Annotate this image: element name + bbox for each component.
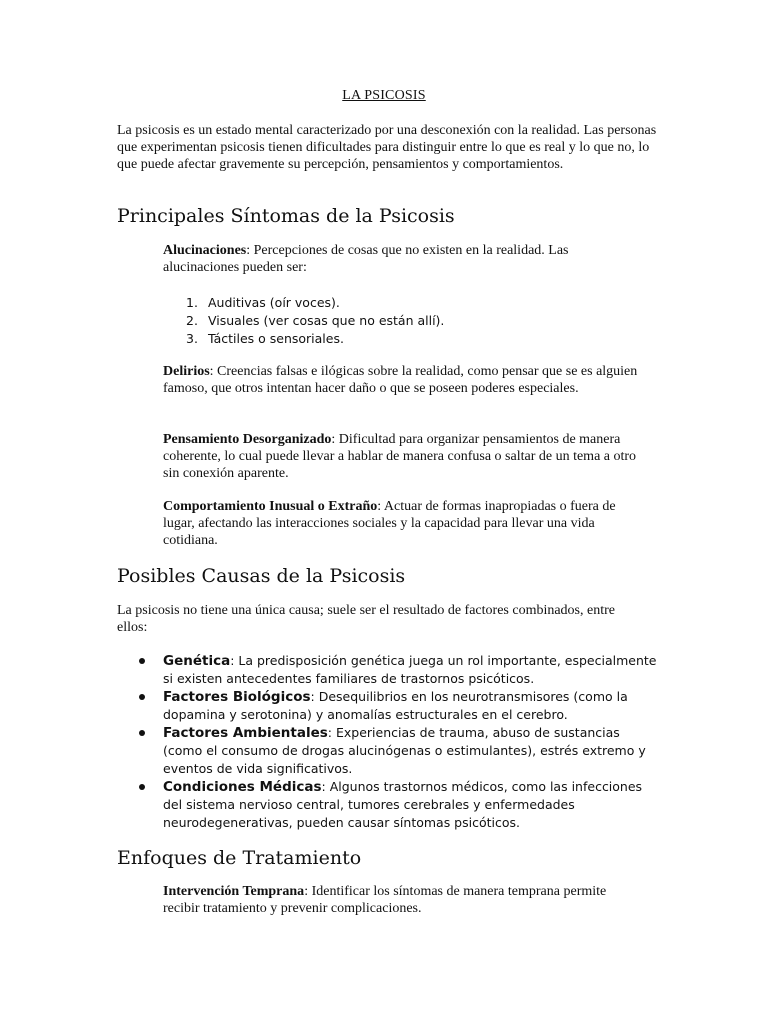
list-number: 2. (186, 313, 198, 328)
bullet-icon (139, 784, 145, 790)
list-item (139, 688, 659, 724)
bullet-icon (139, 694, 145, 700)
disorganized-thinking-paragraph (163, 431, 648, 482)
unusual-behavior-text: : Actuar de formas inapropiadas o fuera de lugar, afectando las interacciones sociales y la capacidad para llevar una vida cotidiana. (163, 499, 616, 548)
list-item (139, 724, 659, 778)
document-title: LA PSICOSIS (342, 88, 426, 103)
cause-term: Factores Ambientales (163, 725, 328, 741)
causes-intro: La psicosis no tiene una única causa; suele ser el resultado de factores combinados, entre ellos: (117, 603, 615, 635)
hallucinations-term: Alucinaciones (163, 243, 247, 258)
causes-list (139, 652, 659, 832)
list-number: 3. (186, 331, 198, 346)
cause-text: : Algunos trastornos médicos, como las infecciones del sistema nervioso central, tumores cerebrales y enfermedades neurodegenerativas, pueden causar síntomas psicóticos. (163, 779, 643, 830)
disorganized-thinking-term: Pensamiento Desorganizado (163, 432, 332, 447)
delusions-paragraph (163, 363, 643, 397)
early-intervention-text: : Identificar los síntomas de manera temprana permite recibir tratamiento y prevenir complicaciones. (163, 884, 607, 916)
causes-heading: Posibles Causas de la Psicosis (117, 565, 406, 587)
cause-term: Genética (163, 653, 231, 669)
unusual-behavior-paragraph (163, 498, 648, 549)
list-item (139, 778, 659, 832)
treatment-heading: Enfoques de Tratamiento (117, 847, 362, 869)
list-item (163, 330, 444, 348)
hallucinations-text: : Percepciones de cosas que no existen en la realidad. Las alucinaciones pueden ser: (163, 243, 569, 275)
list-item (163, 312, 444, 330)
bullet-icon (139, 658, 145, 664)
cause-term: Factores Biológicos (163, 689, 311, 705)
list-item (139, 652, 659, 688)
cause-text: : Experiencias de trauma, abuso de sustancias (como el consumo de drogas alucinógenas o estimulantes), estrés extremo y eventos de vida significativos. (163, 725, 646, 776)
hallucination-types-list (163, 294, 444, 348)
bullet-icon (139, 730, 145, 736)
cause-text: : Desequilibrios en los neurotransmisores (como la dopamina y serotonina) y anomalías estructurales en el cerebro. (163, 689, 628, 722)
cause-term: Condiciones Médicas (163, 779, 322, 795)
delusions-text: : Creencias falsas e ilógicas sobre la realidad, como pensar que se es alguien famoso, que otros intentan hacer daño o que se poseen poderes especiales. (163, 364, 638, 396)
early-intervention-term: Intervención Temprana (163, 884, 305, 899)
list-item (163, 294, 444, 312)
unusual-behavior-term: Comportamiento Inusual o Extraño (163, 499, 378, 514)
early-intervention-paragraph (163, 883, 623, 917)
delusions-term: Delirios (163, 364, 210, 379)
symptoms-heading: Principales Síntomas de la Psicosis (117, 205, 455, 227)
list-item-text: Auditivas (oír voces). (208, 295, 340, 310)
disorganized-thinking-text: : Dificultad para organizar pensamientos de manera coherente, lo cual puede llevar a hablar de manera confusa o saltar de un tema a otro sin conexión aparente. (163, 432, 637, 481)
list-number: 1. (186, 295, 198, 310)
list-item-text: Táctiles o sensoriales. (208, 331, 344, 346)
list-item-text: Visuales (ver cosas que no están allí). (208, 313, 445, 328)
cause-text: : La predisposición genética juega un rol importante, especialmente si existen antecedentes familiares de trastornos psicóticos. (163, 653, 657, 686)
hallucinations-paragraph (163, 242, 633, 276)
intro-paragraph: La psicosis es un estado mental caracterizado por una desconexión con la realidad. Las personas que experimentan psicosis tienen dificultades para distinguir entre lo que es real y lo que no, lo que puede afectar gravemente su percepción, pensamientos y comportamientos. (117, 123, 657, 172)
